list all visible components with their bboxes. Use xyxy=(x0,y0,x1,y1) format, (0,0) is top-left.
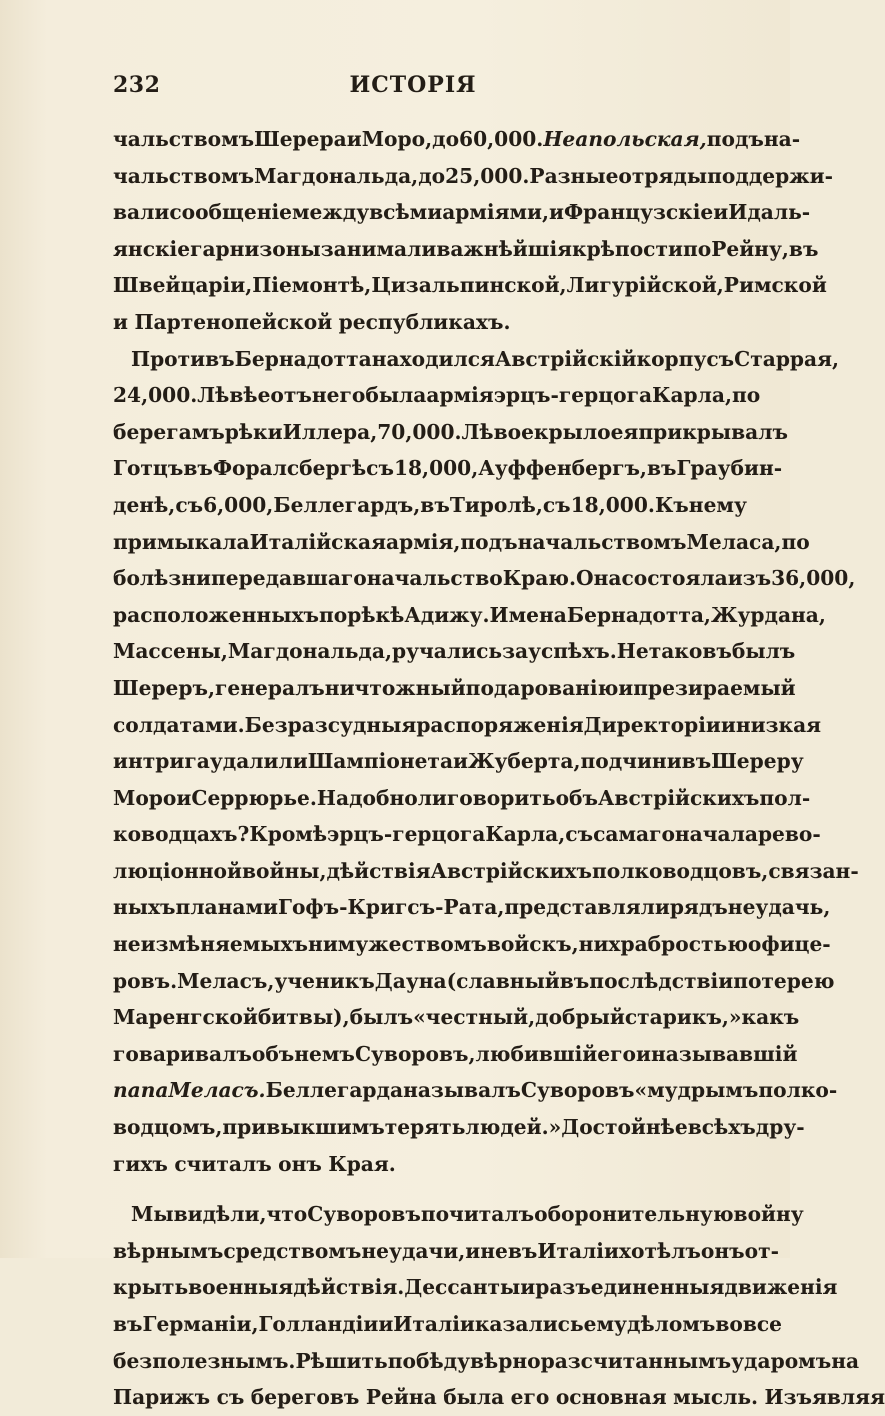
word: безполезнымъ. xyxy=(113,1348,296,1373)
text-line xyxy=(113,707,822,744)
word: Лѣвое xyxy=(461,419,534,444)
word: корпусъ xyxy=(636,346,735,371)
word: за xyxy=(502,639,529,664)
word: ровъ. xyxy=(113,968,178,993)
word: Иллера, xyxy=(282,419,378,444)
text-line xyxy=(113,377,761,414)
word: Суворовъ xyxy=(307,1202,421,1227)
word: между xyxy=(292,200,370,225)
word: и xyxy=(176,785,192,810)
text-line xyxy=(113,487,747,524)
word: арміями, xyxy=(442,200,550,225)
word: него xyxy=(311,383,366,408)
word: добрый xyxy=(535,1005,625,1030)
word: Рейна xyxy=(365,1385,437,1410)
word: всѣми xyxy=(369,200,443,225)
word: пол- xyxy=(759,785,811,810)
word: по xyxy=(682,236,712,261)
word: съ xyxy=(216,1385,245,1410)
word: Надобно xyxy=(316,785,418,810)
word: Моро xyxy=(113,785,177,810)
word: низкая xyxy=(735,712,822,737)
word: Журдана, xyxy=(710,602,826,627)
word: подъ xyxy=(460,529,518,554)
word: полко- xyxy=(758,1078,838,1103)
word: Австрійскихъ xyxy=(430,858,592,883)
word: была xyxy=(443,1385,505,1410)
text-line xyxy=(113,1072,838,1109)
word: въ xyxy=(420,492,450,517)
text-line xyxy=(113,560,856,597)
text-line xyxy=(113,597,826,634)
word: 6,000, xyxy=(203,492,274,517)
text-line xyxy=(113,963,835,1000)
word: Имена xyxy=(489,602,567,627)
word: говорить xyxy=(446,785,556,810)
word: генералъ xyxy=(215,675,325,700)
word: въ xyxy=(788,236,819,261)
word: говаривалъ xyxy=(113,1041,252,1066)
word: разъединенныя xyxy=(535,1275,725,1300)
word: и xyxy=(720,712,736,737)
word: дѣйствія. xyxy=(293,1275,405,1300)
word: что xyxy=(266,1202,308,1227)
word: Старрая, xyxy=(734,346,840,371)
word: янскіе xyxy=(113,236,191,261)
word: Неапольская, xyxy=(543,127,707,151)
text-line xyxy=(113,158,833,195)
word: и xyxy=(618,675,634,700)
text-line xyxy=(113,1379,885,1416)
word: дру- xyxy=(755,1115,805,1140)
word: отъ xyxy=(270,383,312,408)
word: на- xyxy=(763,127,801,151)
word: разсчитаннымъ xyxy=(540,1348,732,1373)
text-line xyxy=(113,121,801,158)
word: находился xyxy=(371,346,495,371)
word: Рейну, xyxy=(711,236,789,261)
word: Дауна xyxy=(374,968,447,993)
word: неудачи, xyxy=(361,1238,466,1263)
word: таковъ xyxy=(648,639,732,664)
word: онъ xyxy=(278,1151,322,1176)
word: Кромѣ xyxy=(249,822,328,847)
word: Достойнѣе xyxy=(561,1115,688,1140)
text-line xyxy=(113,889,831,926)
text-line xyxy=(113,999,800,1036)
word: объ xyxy=(251,1041,295,1066)
word: въ xyxy=(113,1312,143,1336)
word: Граубин- xyxy=(676,456,783,481)
word: начальство xyxy=(366,566,503,591)
word: до xyxy=(432,127,460,151)
word: отряды xyxy=(618,163,708,188)
word: не xyxy=(480,1238,508,1263)
word: Шерера xyxy=(254,127,347,151)
paragraph-gap xyxy=(113,1182,718,1196)
word: въ xyxy=(646,456,677,481)
word: Меласъ. xyxy=(168,1078,266,1103)
word: состояла xyxy=(621,566,728,591)
word: Италіи xyxy=(393,1312,475,1336)
text-line xyxy=(113,231,819,268)
word: называвшій xyxy=(650,1041,798,1066)
word: его xyxy=(510,1385,550,1410)
word: начала xyxy=(674,822,758,847)
word: крѣпости xyxy=(572,236,683,261)
text-line xyxy=(113,304,718,341)
word: привыкшимъ xyxy=(222,1115,385,1140)
word: Моро, xyxy=(361,127,433,151)
word: называлъ xyxy=(403,1078,521,1103)
word: дарованію xyxy=(493,675,619,700)
word: болѣзни xyxy=(113,566,211,591)
word: Идаль- xyxy=(728,200,811,225)
word: Карла, xyxy=(652,383,732,408)
word: прикрывалъ xyxy=(638,419,788,444)
word: рядъ xyxy=(669,895,728,920)
word: ни xyxy=(308,932,338,957)
word: 70,000. xyxy=(377,419,462,444)
word: его xyxy=(597,1041,636,1066)
text-line xyxy=(113,633,796,670)
word: рѣки xyxy=(224,419,283,444)
word: терять xyxy=(384,1115,466,1140)
word: основная xyxy=(555,1385,667,1410)
word: хотѣлъ xyxy=(618,1238,701,1263)
word: людей.» xyxy=(465,1115,562,1140)
word: Края. xyxy=(328,1151,396,1176)
word: казались xyxy=(474,1312,584,1336)
word: Италійская xyxy=(249,529,387,554)
word: успѣхъ. xyxy=(528,639,617,664)
word: Швейцаріи, xyxy=(113,273,253,298)
word: войскъ, xyxy=(486,932,579,957)
text-line xyxy=(113,743,804,780)
word: Ауффенбергъ, xyxy=(478,456,647,481)
word: и xyxy=(378,1312,394,1336)
text-line xyxy=(113,341,840,378)
text-line xyxy=(113,414,788,451)
word: въ xyxy=(183,456,213,481)
word: мужествомъ xyxy=(337,932,487,957)
word: Готцъ xyxy=(113,456,184,481)
word: Римской xyxy=(723,273,827,298)
word: ручались xyxy=(391,639,503,664)
word: и xyxy=(113,309,128,334)
text-line xyxy=(113,816,821,853)
word: немъ xyxy=(294,1041,355,1066)
word: ему xyxy=(583,1312,627,1336)
word: средствомъ xyxy=(223,1238,362,1263)
text-line xyxy=(113,1269,838,1306)
word: до xyxy=(418,163,446,188)
word: люціонной xyxy=(113,858,242,883)
word: Меласъ, xyxy=(177,968,275,993)
word: важнѣйшія xyxy=(436,236,573,261)
word: полководцовъ, xyxy=(591,858,769,883)
word: и xyxy=(346,127,362,151)
word: былъ xyxy=(349,1005,414,1030)
word: неудачь, xyxy=(727,895,831,920)
word: интрига xyxy=(113,749,210,774)
word: Краю. xyxy=(502,566,577,591)
word: презираемый xyxy=(633,675,796,700)
word: была xyxy=(365,383,427,408)
word: съ xyxy=(565,822,594,847)
word: потерею xyxy=(733,968,835,993)
word: дѣломъ xyxy=(626,1312,716,1336)
word: ныхъ xyxy=(113,895,176,920)
word: Мы xyxy=(131,1202,174,1227)
word: старикъ,» xyxy=(624,1005,742,1030)
word: эрцъ-герцога xyxy=(327,822,486,847)
word: Суворовъ, xyxy=(354,1041,476,1066)
word: побѣду xyxy=(387,1348,471,1373)
word: считалъ xyxy=(174,1151,272,1176)
word: Магдональда, xyxy=(254,163,419,188)
page-header xyxy=(113,72,713,104)
word: ни xyxy=(578,932,609,957)
word: рѣкѣ xyxy=(347,602,405,627)
word: 18,000. xyxy=(570,492,655,517)
word: гарнизоны xyxy=(190,236,321,261)
word: Карла, xyxy=(485,822,566,847)
word: послѣдствіи xyxy=(589,968,734,993)
word: всѣхъ xyxy=(687,1115,756,1140)
word: Противъ xyxy=(131,346,235,371)
word: Изъявляя xyxy=(764,1385,885,1410)
word: Германіи, xyxy=(142,1312,259,1336)
word: по xyxy=(731,383,761,408)
word: Разные xyxy=(529,163,619,188)
word: связан- xyxy=(768,858,859,883)
word: армія, xyxy=(386,529,461,554)
word: денѣ, xyxy=(113,492,176,517)
word: изъ xyxy=(727,566,772,591)
word: онъ xyxy=(700,1238,745,1263)
word: распоряженія xyxy=(416,712,584,737)
word: береговъ xyxy=(250,1385,360,1410)
word: примыкала xyxy=(113,529,250,554)
word: самаго xyxy=(593,822,675,847)
word: оборонительную xyxy=(534,1202,734,1227)
word: вали xyxy=(113,200,170,225)
word: ководцахъ? xyxy=(113,822,250,847)
word: папа xyxy=(113,1078,169,1103)
word: гихъ xyxy=(113,1151,168,1176)
word: Рѣшить xyxy=(295,1348,388,1373)
word: расположенныхъ xyxy=(113,602,319,627)
word: храбростью xyxy=(608,932,748,957)
word: битвы), xyxy=(257,1005,350,1030)
word: планами xyxy=(175,895,279,920)
word: Маренгской xyxy=(113,1005,258,1030)
word: Магдональда, xyxy=(227,639,392,664)
word: Серрюрье. xyxy=(191,785,317,810)
word: Италіи xyxy=(537,1238,619,1263)
text-line xyxy=(113,1196,804,1233)
word: армія xyxy=(426,383,494,408)
text-line xyxy=(113,670,796,707)
word: 25,000. xyxy=(445,163,530,188)
word: Форалсбергѣ xyxy=(212,456,367,481)
text-line xyxy=(113,450,783,487)
word: занимали xyxy=(320,236,437,261)
word: удалили xyxy=(209,749,308,774)
page-number: 232 xyxy=(113,72,161,98)
word: рево- xyxy=(757,822,821,847)
word: въ xyxy=(559,968,590,993)
word: республикахъ. xyxy=(338,309,511,334)
word: Беллегардъ, xyxy=(273,492,421,517)
word: и xyxy=(520,1275,536,1300)
text-line xyxy=(113,1233,779,1270)
word: Французскіе xyxy=(564,200,714,225)
word: Партенопейской xyxy=(134,309,333,334)
word: и xyxy=(549,200,565,225)
word: съ xyxy=(542,492,571,517)
word: «мудрымъ xyxy=(634,1078,759,1103)
word: Австрійскихъ xyxy=(597,785,760,810)
text-line xyxy=(113,194,811,231)
word: дѣйствія xyxy=(326,858,431,883)
text-line xyxy=(113,1036,798,1073)
word: съ xyxy=(366,456,394,481)
word: «честный, xyxy=(413,1005,536,1030)
word: на xyxy=(831,1348,860,1373)
word: Шереръ, xyxy=(113,675,216,700)
word: Тиролѣ, xyxy=(449,492,543,517)
word: Лѣвѣе xyxy=(197,383,271,408)
word: движенія xyxy=(724,1275,838,1300)
word: Меласа, xyxy=(686,529,782,554)
word: ничтожный xyxy=(324,675,466,700)
word: ли xyxy=(417,785,447,810)
word: поддержи- xyxy=(707,163,833,188)
running-title: ИСТОРІЯ xyxy=(349,72,477,98)
word: и xyxy=(465,1238,481,1263)
word: и xyxy=(635,1041,651,1066)
word: Къ xyxy=(654,492,689,517)
word: офице- xyxy=(747,932,831,957)
word: подчинивъ xyxy=(580,749,712,774)
text-line xyxy=(113,1306,783,1343)
word: 60,000. xyxy=(459,127,544,151)
word: мысль. xyxy=(673,1385,759,1410)
text-line xyxy=(113,780,811,817)
word: былъ xyxy=(731,639,796,664)
word: крыло xyxy=(533,419,611,444)
word: водцомъ, xyxy=(113,1115,223,1140)
word: подъ xyxy=(706,127,764,151)
word: передавшаго xyxy=(211,566,367,591)
text-line xyxy=(113,524,810,561)
word: Піемонтѣ, xyxy=(252,273,372,298)
word: солдатами. xyxy=(113,712,245,737)
word: Бернадотта xyxy=(234,346,372,371)
word: (славный xyxy=(446,968,560,993)
text-line xyxy=(113,1109,805,1146)
text-line xyxy=(113,267,827,304)
word: ученикъ xyxy=(274,968,375,993)
text-line xyxy=(113,926,831,963)
word: Голландіи xyxy=(258,1312,379,1336)
word: войну xyxy=(733,1202,804,1227)
word: объ xyxy=(555,785,598,810)
word: и xyxy=(713,200,729,225)
word: почиталъ xyxy=(420,1202,535,1227)
word: военныя xyxy=(188,1275,294,1300)
text-line xyxy=(113,853,859,890)
word: Безразсудныя xyxy=(244,712,417,737)
word: 36,000, xyxy=(771,566,856,591)
word: сообщеніе xyxy=(169,200,292,225)
word: 24,000. xyxy=(113,383,198,408)
word: Беллегарда xyxy=(265,1078,404,1103)
word: чальствомъ xyxy=(113,127,255,151)
word: Не xyxy=(616,639,649,664)
text-line xyxy=(113,1343,860,1380)
word: войны, xyxy=(241,858,327,883)
word: неизмѣняемыхъ xyxy=(113,932,309,957)
word: крыть xyxy=(113,1275,189,1300)
word: Шампіонета xyxy=(307,749,454,774)
word: Австрійскій xyxy=(494,346,637,371)
word: Шереру xyxy=(711,749,804,774)
word: Лигурійской, xyxy=(566,273,724,298)
word: вѣрнымъ xyxy=(113,1238,224,1263)
word: представляли xyxy=(504,895,670,920)
word: 18,000, xyxy=(393,456,479,481)
word: берегамъ xyxy=(113,419,225,444)
word: видѣли, xyxy=(173,1202,267,1227)
word: нему xyxy=(688,492,747,517)
word: Суворовъ xyxy=(520,1078,635,1103)
word: Жуберта, xyxy=(468,749,581,774)
word: ударомъ xyxy=(731,1348,832,1373)
word: и xyxy=(453,749,469,774)
word: Цизальпинской, xyxy=(371,273,567,298)
word: начальствомъ xyxy=(517,529,687,554)
word: Массены, xyxy=(113,639,228,664)
word: какъ xyxy=(741,1005,800,1030)
word: вѣрно xyxy=(470,1348,541,1373)
word: въ xyxy=(507,1238,538,1263)
word: по xyxy=(781,529,810,554)
word: Она xyxy=(576,566,622,591)
word: чальствомъ xyxy=(113,163,255,188)
word: по xyxy=(465,675,494,700)
word: Гофъ-Кригсъ-Рата, xyxy=(278,895,505,920)
word: от- xyxy=(744,1238,779,1263)
word: эрцъ-герцога xyxy=(493,383,653,408)
body-text xyxy=(113,121,885,1416)
text-line xyxy=(113,1146,718,1183)
word: Адижу. xyxy=(404,602,490,627)
word: вовсе xyxy=(715,1312,783,1336)
word: съ xyxy=(175,492,204,517)
word: любившій xyxy=(475,1041,598,1066)
word: Дессанты xyxy=(404,1275,521,1300)
word: по xyxy=(318,602,348,627)
word: Директоріи xyxy=(583,712,721,737)
word: Парижъ xyxy=(113,1385,211,1410)
word: Бернадотта, xyxy=(566,602,711,627)
word: ея xyxy=(610,419,639,444)
